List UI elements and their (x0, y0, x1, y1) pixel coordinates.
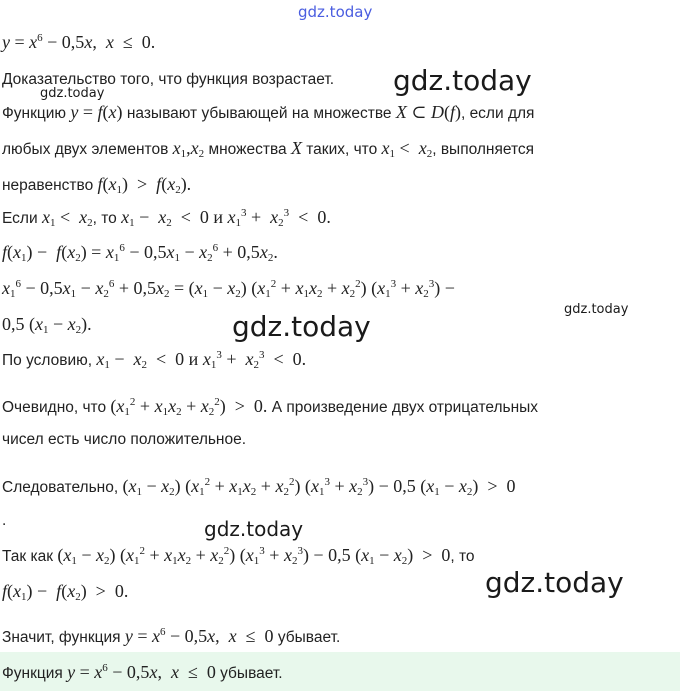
result-line: $f(x_1) - f(x_2) > 0$. (2, 581, 129, 603)
watermark: gdz.today (232, 310, 371, 343)
since-line: Так как $(x_1 - x_2) (x_1^2 + x_1x_2 + x_2^2) (x_1^3 + x_2^3) - 0,5$ $(x_1 - x_2) > 0$, то (2, 545, 475, 567)
watermark: gdz.today (393, 64, 532, 97)
definition-line-1: Функцию y = f(x) называют убывающей на множестве X ⊂ D(f), если для (2, 102, 535, 122)
answer-box (0, 652, 680, 691)
definition-line-3: неравенство $f(x_1) > f(x_2)$. (2, 174, 192, 196)
factorization-line-continued: 0,5 $(x_1 - x_2)$. (2, 314, 92, 336)
factorization-line: $x_1^6 - 0,5x_1 - x_2^6 + 0,5x_2 = (x_1 - x_2) (x_1^2 + x_1x_2 + x_2^2) (x_1^3 + x_2^3)$ − (2, 278, 455, 300)
therefore-line: Значит, функция $y = x^6 - 0,5x$, x ≤ 0 убывает. (2, 626, 341, 646)
given-condition: По условию, $x_1 - x_2 < 0$ и $x_1^3 + x_2^3 < 0$. (2, 349, 307, 371)
obvious-line-continued: чисел есть число положительное. (2, 431, 247, 448)
watermark: gdz.today (204, 517, 304, 541)
function-definition: $y = x^6 - 0,5x$, x ≤ 0. (2, 32, 156, 52)
watermark: gdz.today (40, 86, 105, 101)
watermark: gdz.today (485, 566, 624, 599)
obvious-line: Очевидно, что $(x_1^2 + x_1x_2 + x_2^2) > 0$. А произведение двух отрицательных (2, 396, 539, 418)
condition-line: Если $x_1 < x_2$, то $x_1 - x_2 < 0$ и $x_1^3 + x_2^3 < 0$. (2, 207, 331, 229)
watermark: gdz.today (298, 3, 373, 21)
proof-heading: Доказательство того, что функция возрастает. (2, 71, 335, 88)
watermark: gdz.today (564, 302, 629, 317)
answer-line: Функция $y = x^6 - 0,5x$, x ≤ 0 убывает. (2, 662, 283, 682)
conclusion-period: . (2, 512, 7, 529)
definition-line-2: любых двух элементов $x_1,x_2$ множества X таких, что $x_1 < x_2$, выполняется (2, 138, 535, 160)
conclusion-line: Следовательно, $(x_1 - x_2) (x_1^2 + x_1x_2 + x_2^2) (x_1^3 + x_2^3) - 0,5$ $(x_1 - x_2) > 0$ (2, 476, 516, 498)
difference-line: $f(x_1) - f(x_2) = x_1^6 - 0,5x_1 - x_2^6 + 0,5x_2$. (2, 242, 278, 264)
